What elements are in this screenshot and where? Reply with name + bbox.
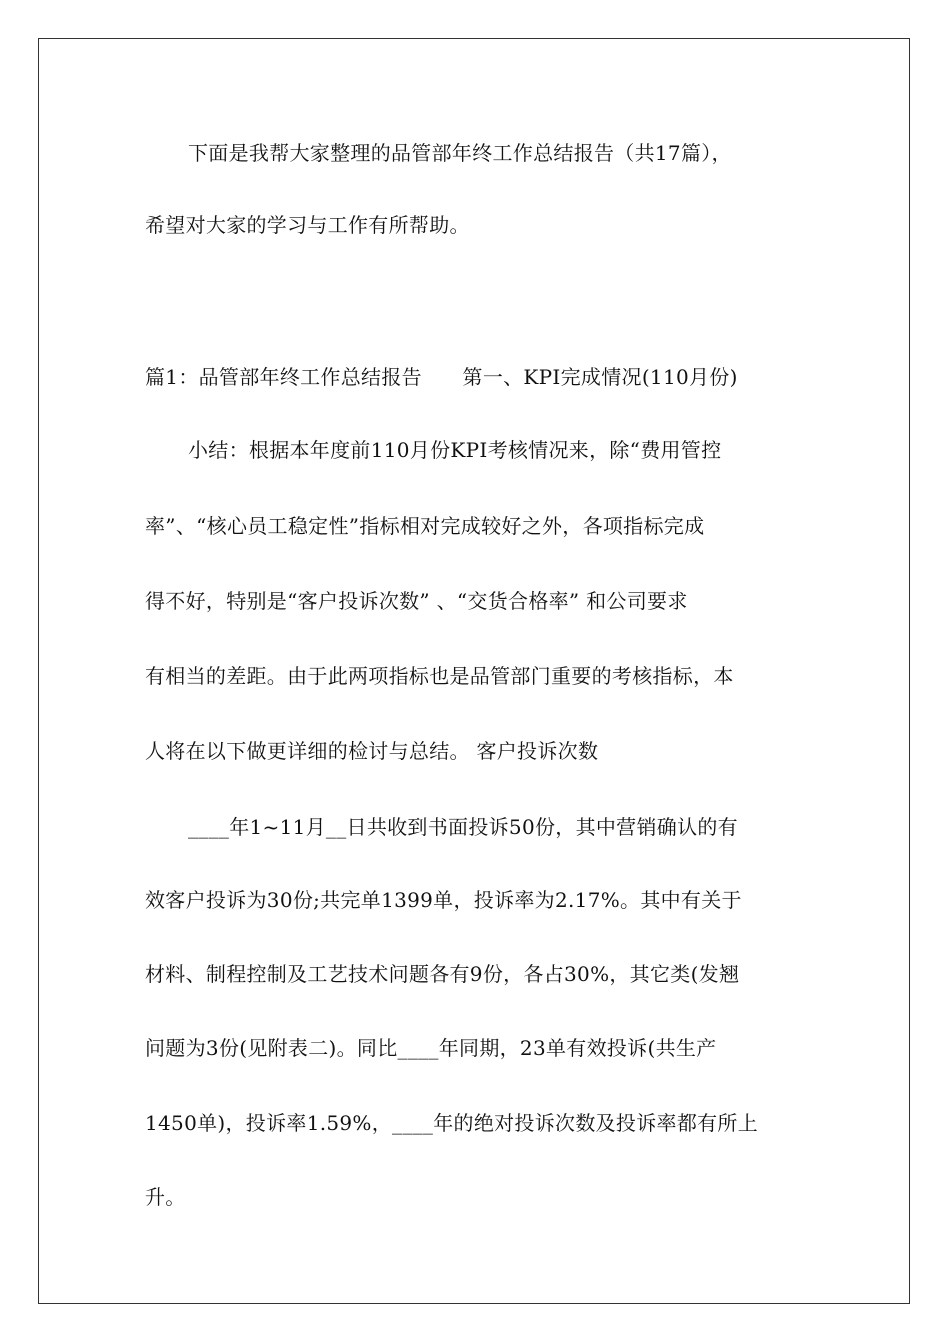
complaint-line-3: 材料、制程控制及工艺技术问题各有9份，各占30%，其它类(发翘: [145, 962, 740, 986]
complaint-line-4: 问题为3份(见附表二)。同比____年同期，23单有效投诉(共生产: [145, 1036, 717, 1060]
complaint-line-1: ____年1~11月__日共收到书面投诉50份，其中营销确认的有: [188, 815, 738, 839]
complaint-line-2: 效客户投诉为30份;共完单1399单，投诉率为2.17%。其中有关于: [145, 888, 742, 912]
complaint-line-5: 1450单)，投诉率1.59%，____年的绝对投诉次数及投诉率都有所上: [145, 1111, 759, 1135]
intro-line-2: 希望对大家的学习与工作有所帮助。: [145, 213, 470, 237]
summary-line-2: 率”、“核心员工稳定性”指标相对完成较好之外，各项指标完成: [145, 514, 705, 538]
summary-line-1: 小结：根据本年度前110月份KPI考核情况来，除“费用管控: [188, 438, 722, 462]
section-heading: 篇1：品管部年终工作总结报告 第一、KPI完成情况(110月份): [145, 365, 738, 389]
summary-line-3: 得不好，特别是“客户投诉次数” 、“交货合格率” 和公司要求: [145, 589, 688, 613]
summary-line-5: 人将在以下做更详细的检讨与总结。 客户投诉次数: [145, 739, 599, 763]
intro-line-1: 下面是我帮大家整理的品管部年终工作总结报告（共17篇），: [188, 141, 732, 165]
complaint-line-6: 升。: [145, 1185, 186, 1209]
summary-line-4: 有相当的差距。由于此两项指标也是品管部门重要的考核指标，本: [145, 664, 734, 688]
